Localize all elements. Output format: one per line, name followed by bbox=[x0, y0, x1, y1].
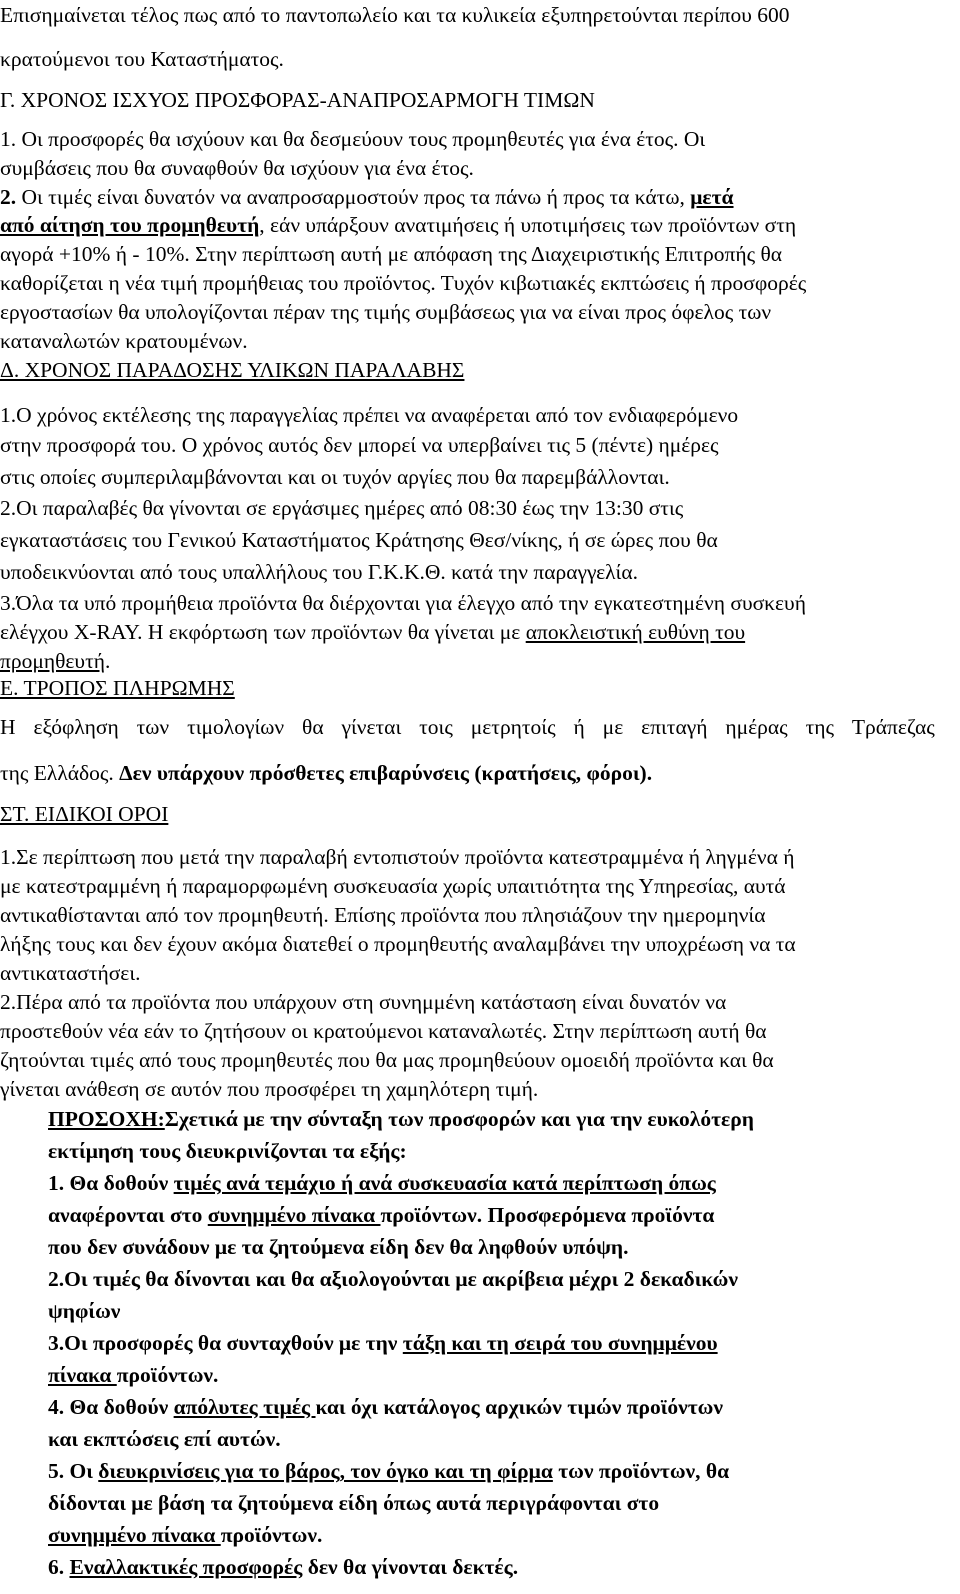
section-e-word: Η bbox=[0, 715, 16, 739]
section-d-p2-line-1: 2.Οι παραλαβές θα γίνονται σε εργάσιμες ημέρες από 08:30 έως την 13:30 στις bbox=[0, 496, 684, 520]
attention-item-3-text: 3.Οι προσφορές θα συνταχθούν με την bbox=[48, 1331, 403, 1355]
section-g-p1-line-1: 1. Οι προσφορές θα ισχύουν και θα δεσμεύουν τους προμηθευτές για ένα έτος. Οι bbox=[0, 127, 706, 151]
attention-item-5-line-3-end: προϊόντων. bbox=[220, 1523, 323, 1547]
attention-item-2-line-1: 2.Οι τιμές θα δίνονται και θα αξιολογούνται με ακρίβεια μέχρι 2 δεκαδικών bbox=[48, 1267, 738, 1291]
attention-item-3-underlined: τάξη και τη σειρά του συνημμένου bbox=[402, 1331, 718, 1355]
section-g-p2-line-2-text: , εάν υπάρξουν ανατιμήσεις ή υποτιμήσεις των προϊόντων στη bbox=[259, 213, 797, 237]
attention-line-2: εκτίμηση τους διευκρινίζονται τα εξής: bbox=[48, 1139, 407, 1163]
section-st-heading: ΣΤ. ΕΙΔΙΚΟΙ ΟΡΟΙ bbox=[0, 802, 169, 826]
attention-item-3-line-2-end: προϊόντων. bbox=[116, 1363, 219, 1387]
attention-item-4-line-1 bbox=[48, 1394, 723, 1420]
section-g-p1-line-2: συμβάσεις που θα συναφθούν θα ισχύουν για ένα έτος. bbox=[0, 156, 474, 180]
attention-item-5-table-ref: συνημμένο πίνακα bbox=[48, 1523, 221, 1547]
section-d-p3-underlined-1: αποκλειστική ευθύνη του bbox=[525, 620, 746, 644]
attention-item-4-line-1-end: και όχι κατάλογος αρχικών τιμών προϊόντων bbox=[315, 1395, 723, 1419]
section-e-word: Τράπεζας bbox=[851, 715, 935, 739]
attention-item-3-table-ref: πίνακα bbox=[48, 1363, 117, 1387]
section-d-p3-line-3 bbox=[0, 648, 110, 674]
attention-item-3-line-2 bbox=[48, 1362, 218, 1388]
section-g-p2-number: 2. bbox=[0, 185, 17, 209]
section-e-word: επιταγή bbox=[641, 715, 708, 739]
attention-item-1-line-2-end: προϊόντων. Προσφερόμενα προϊόντα bbox=[380, 1203, 715, 1227]
section-d-p2-line-3: υποδεικνύονται από τους υπαλλήλους του Γ.Κ.Κ.Θ. κατά την παραγγελία. bbox=[0, 560, 638, 584]
section-g-p2-emphasis-1: μετά bbox=[690, 185, 734, 209]
section-e-word: ή bbox=[573, 715, 585, 739]
attention-item-1-table-ref: συνημμένο πίνακα bbox=[207, 1203, 381, 1227]
attention-item-5-line-3 bbox=[48, 1522, 322, 1548]
section-e-heading: Ε. ΤΡΟΠΟΣ ΠΛΗΡΩΜΗΣ bbox=[0, 676, 235, 700]
attention-label: ΠΡΟΣΟΧΗ: bbox=[48, 1107, 165, 1131]
intro-line-1: Επισημαίνεται τέλος πως από το παντοπωλείο και τα κυλικεία εξυπηρετούνται περίπου 600 bbox=[0, 3, 790, 27]
section-e-line-2-text: της Ελλάδος. bbox=[0, 761, 120, 785]
section-d-p3-underlined-2: προμηθευτή bbox=[0, 649, 105, 673]
attention-item-6 bbox=[48, 1554, 518, 1580]
section-g-p2-line-4: καθορίζεται η νέα τιμή προμήθειας του προϊόντος. Τυχόν κιβωτιακές εκπτώσεις ή προσφορές bbox=[0, 271, 807, 295]
attention-item-5-text: 5. Οι bbox=[48, 1459, 99, 1483]
attention-line-1 bbox=[48, 1106, 754, 1132]
section-e-word: με bbox=[602, 715, 624, 739]
attention-item-1-line-2 bbox=[48, 1202, 714, 1228]
section-st-p2-line-2: προστεθούν νέα εάν το ζητήσουν οι κρατούμενοι καταναλωτές. Στην περίπτωση αυτή θα bbox=[0, 1019, 767, 1043]
attention-item-1-text: 1. Θα δοθούν bbox=[48, 1171, 174, 1195]
section-e-word: γίνεται bbox=[341, 715, 402, 739]
section-st-p1-line-3: αντικαθίστανται από τον προμηθευτή. Επίσης προϊόντα που πλησιάζουν την ημερομηνία bbox=[0, 903, 766, 927]
section-d-heading: Δ. ΧΡΟΝΟΣ ΠΑΡΑΔΟΣΗΣ ΥΛΙΚΩΝ ΠΑΡΑΛΑΒΗΣ bbox=[0, 358, 465, 382]
section-g-p2-line-2 bbox=[0, 212, 796, 238]
attention-item-5-line-1 bbox=[48, 1458, 729, 1484]
section-g-p2-line-1 bbox=[0, 184, 734, 210]
section-st-p1-line-5: αντικαταστήσει. bbox=[0, 961, 141, 985]
section-e-word: τοις bbox=[419, 715, 453, 739]
attention-item-5-line-2: δίδονται με βάση τα ζητούμενα είδη όπως αυτά περιγράφονται στο bbox=[48, 1491, 660, 1515]
section-g-p2-line-6: καταναλωτών κρατουμένων. bbox=[0, 329, 248, 353]
attention-item-1-line-2-text: αναφέρονται στο bbox=[48, 1203, 208, 1227]
section-g-p2-line-1-text: Οι τιμές είναι δυνατόν να αναπροσαρμοστούν προς τα πάνω ή προς τα κάτω, bbox=[16, 185, 685, 209]
section-st-p2-line-3: ζητούνται τιμές από τους προμηθευτές που θα μας προμηθεύουν ομοειδή προϊόντα και θα bbox=[0, 1048, 774, 1072]
section-e-word: τιμολογίων bbox=[187, 715, 285, 739]
attention-intro: Σχετικά με την σύνταξη των προσφορών και για την ευκολότερη bbox=[164, 1107, 754, 1131]
section-d-p1-line-1: 1.Ο χρόνος εκτέλεσης της παραγγελίας πρέπει να αναφέρεται από τον ενδιαφερόμενο bbox=[0, 403, 739, 427]
section-d-p3-line-3-end: . bbox=[104, 649, 111, 673]
attention-item-1-line-1 bbox=[48, 1170, 716, 1196]
attention-item-3-line-1 bbox=[48, 1330, 718, 1356]
section-e-word: της bbox=[805, 715, 834, 739]
section-e-line-1 bbox=[0, 714, 935, 740]
section-g-p2-emphasis-2: από αίτηση του προμηθευτή bbox=[0, 213, 260, 237]
section-st-p1-line-4: λήξης τους και δεν έχουν ακόμα διατεθεί ο προμηθευτής αναλαμβάνει την υποχρέωση να τα bbox=[0, 932, 796, 956]
section-e-word: των bbox=[136, 715, 170, 739]
section-d-p1-line-3: στις οποίες συμπεριλαμβάνονται και οι τυχόν αργίες που θα παρεμβάλλονται. bbox=[0, 465, 670, 489]
intro-line-2: κρατούμενοι του Καταστήματος. bbox=[0, 47, 284, 71]
attention-item-6-number: 6. bbox=[48, 1555, 70, 1579]
attention-item-2-line-2: ψηφίων bbox=[48, 1299, 121, 1323]
section-st-p1-line-2: με κατεστραμμένη ή παραμορφωμένη συσκευασία χωρίς υπαιτιότητα της Υπηρεσίας, αυτά bbox=[0, 874, 786, 898]
section-e-line-2 bbox=[0, 760, 652, 786]
section-e-word: εξόφληση bbox=[33, 715, 119, 739]
attention-item-6-underlined: Εναλλακτικές προσφορές bbox=[69, 1555, 303, 1579]
section-e-word: μετρητοίς bbox=[470, 715, 556, 739]
section-g-heading: Γ. ΧΡΟΝΟΣ ΙΣΧΥΟΣ ΠΡΟΣΦΟΡΑΣ-ΑΝΑΠΡΟΣΑΡΜΟΓΗ ΤΙΜΩΝ bbox=[0, 88, 595, 112]
section-e-bold-note: Δεν υπάρχουν πρόσθετες επιβαρύνσεις (κρατήσεις, φόροι). bbox=[119, 761, 653, 785]
attention-item-5-underlined: διευκρινίσεις για το βάρος, τον όγκο και τη φίρμα bbox=[98, 1459, 553, 1483]
section-g-p2-line-3: αγορά +10% ή - 10%. Στην περίπτωση αυτή με απόφαση της Διαχειριστικής Επιτροπής θα bbox=[0, 242, 783, 266]
section-st-p2-line-1: 2.Πέρα από τα προϊόντα που υπάρχουν στη συνημμένη κατάσταση είναι δυνατόν να bbox=[0, 990, 727, 1014]
attention-item-4-text: 4. Θα δοθούν bbox=[48, 1395, 174, 1419]
section-d-p1-line-2: στην προσφορά του. Ο χρόνος αυτός δεν μπορεί να υπερβαίνει τις 5 (πέντε) ημέρες bbox=[0, 433, 719, 457]
attention-item-4-underlined: απόλυτες τιμές bbox=[173, 1395, 316, 1419]
section-d-p3-line-2 bbox=[0, 619, 745, 645]
section-e-word: ημέρας bbox=[725, 715, 788, 739]
section-st-p1-line-1: 1.Σε περίπτωση που μετά την παραλαβή εντοπιστούν προϊόντα κατεστραμμένα ή ληγμένα ή bbox=[0, 845, 795, 869]
attention-item-6-end: δεν θα γίνονται δεκτές. bbox=[302, 1555, 519, 1579]
section-d-p3-line-2-text: ελέγχου X-RAY. Η εκφόρτωση των προϊόντων θα γίνεται με bbox=[0, 620, 526, 644]
attention-item-4-line-2: και εκπτώσεις επί αυτών. bbox=[48, 1427, 281, 1451]
section-g-p2-line-5: εργοστασίων θα υπολογίζονται πέραν της τιμής συμβάσεως για να είναι προς όφελος των bbox=[0, 300, 772, 324]
attention-item-1-underlined: τιμές ανά τεμάχιο ή ανά συσκευασία κατά περίπτωση όπως bbox=[173, 1171, 716, 1195]
section-e-word: θα bbox=[302, 715, 324, 739]
section-d-p3-line-1: 3.Όλα τα υπό προμήθεια προϊόντα θα διέρχονται για έλεγχο από την εγκατεστημένη συσκευή bbox=[0, 591, 806, 615]
attention-item-5-line-1-end: των προϊόντων, θα bbox=[552, 1459, 730, 1483]
section-d-p2-line-2: εγκαταστάσεις του Γενικού Καταστήματος Κράτησης Θεσ/νίκης, ή σε ώρες που θα bbox=[0, 528, 718, 552]
attention-item-1-line-3: που δεν συνάδουν με τα ζητούμενα είδη δεν θα ληφθούν υπόψη. bbox=[48, 1235, 629, 1259]
section-st-p2-line-4: γίνεται ανάθεση σε αυτόν που προσφέρει τη χαμηλότερη τιμή. bbox=[0, 1077, 539, 1101]
